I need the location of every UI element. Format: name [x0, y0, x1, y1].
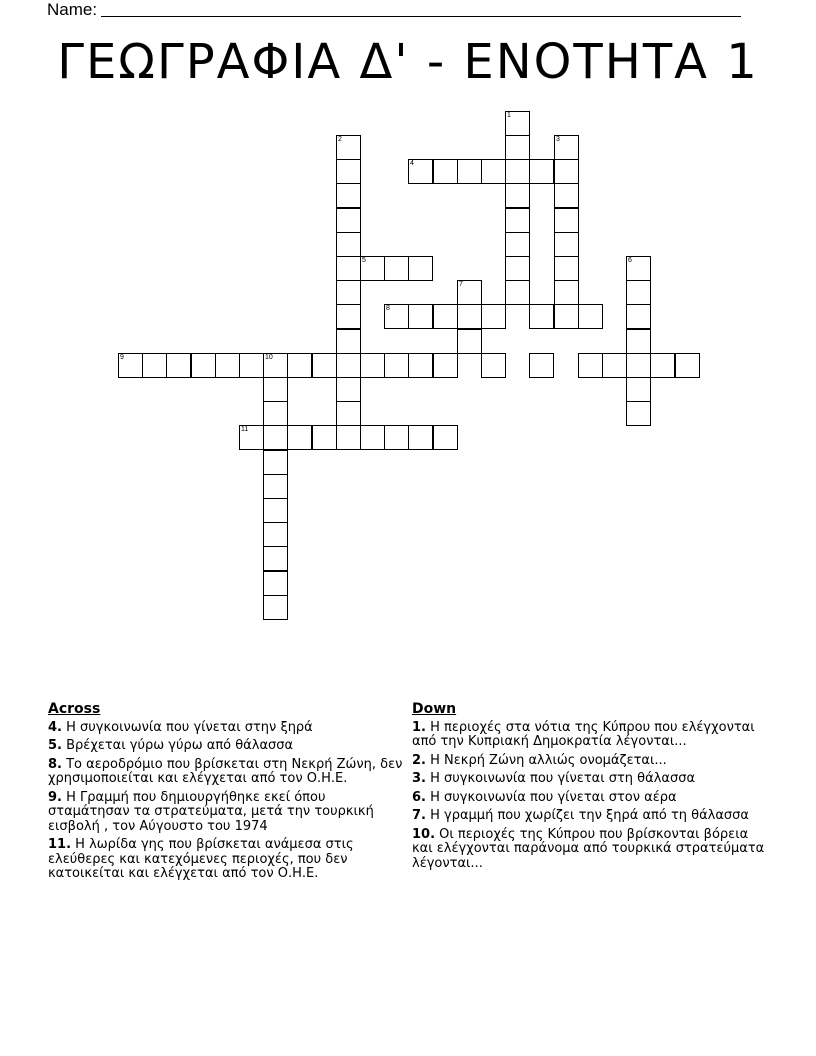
clue-number: 6.	[412, 789, 426, 805]
clue-text: Το αεροδρόμιο που βρίσκεται στη Νεκρή Ζώνη, δεν χρησιμοποιείται και ελέγχεται από τον Ο.Η.Ε.	[48, 756, 403, 786]
crossword-cell[interactable]	[142, 353, 167, 378]
crossword-cell[interactable]	[529, 304, 554, 329]
crossword-cell[interactable]	[312, 425, 337, 450]
down-clue-list	[412, 721, 772, 872]
crossword-cell[interactable]	[336, 329, 361, 354]
crossword-cell[interactable]	[360, 425, 385, 450]
clue-text: Η συγκοινωνία που γίνεται στον αέρα	[425, 789, 677, 805]
crossword-cell[interactable]	[554, 256, 579, 281]
down-clue	[412, 828, 772, 872]
clue-number: 3.	[412, 771, 426, 786]
across-clue	[48, 758, 408, 787]
crossword-cell[interactable]	[554, 208, 579, 233]
crossword-cell[interactable]	[457, 329, 482, 354]
clue-number: 3	[556, 136, 560, 143]
crossword-cell[interactable]	[626, 377, 651, 402]
crossword-cell[interactable]	[505, 280, 530, 305]
crossword-cell[interactable]	[457, 304, 482, 329]
crossword-cell[interactable]	[263, 522, 288, 547]
across-heading: Across	[48, 701, 101, 717]
crossword-cell[interactable]	[336, 183, 361, 208]
crossword-cell[interactable]	[554, 304, 579, 329]
crossword-cell[interactable]	[336, 377, 361, 402]
clue-number: 8.	[48, 756, 62, 772]
crossword-cell[interactable]	[191, 353, 216, 378]
crossword-cell[interactable]	[263, 571, 288, 596]
crossword-cell[interactable]	[554, 159, 579, 184]
clue-text: Η Γραμμή που δημιουργήθηκε εκεί όπου σταμάτησαν τα στρατεύματα, μετά την τουρκική εισβολή , τον Αύγουστο του 1974	[48, 789, 374, 834]
clue-number: 1	[507, 112, 511, 119]
across-clue	[48, 721, 408, 736]
crossword-cell[interactable]	[675, 353, 700, 378]
crossword-cell[interactable]	[433, 425, 458, 450]
crossword-cell[interactable]	[287, 425, 312, 450]
crossword-cell[interactable]	[433, 159, 458, 184]
crossword-cell[interactable]	[263, 425, 288, 450]
crossword-cell[interactable]	[433, 353, 458, 378]
clue-text: Η συγκοινωνία που γίνεται στην ξηρά	[61, 719, 313, 735]
crossword-cell[interactable]	[433, 304, 458, 329]
crossword-cell[interactable]	[336, 232, 361, 257]
crossword-cell[interactable]	[408, 159, 433, 184]
crossword-cell[interactable]	[650, 353, 675, 378]
crossword-cell[interactable]	[481, 353, 506, 378]
crossword-cell[interactable]	[626, 401, 651, 426]
crossword-cell[interactable]	[408, 425, 433, 450]
crossword-cell[interactable]	[384, 353, 409, 378]
crossword-cell[interactable]	[360, 353, 385, 378]
down-clue	[412, 791, 772, 806]
crossword-cell[interactable]	[263, 546, 288, 571]
clue-text: Η Νεκρή Ζώνη αλλιώς ονομάζεται...	[425, 752, 667, 768]
crossword-cell[interactable]	[336, 280, 361, 305]
crossword-cell[interactable]	[118, 353, 143, 378]
crossword-cell[interactable]	[505, 111, 530, 136]
down-clue	[412, 772, 772, 787]
clue-number: 5	[362, 257, 366, 264]
clue-text: Η λωρίδα γης που βρίσκεται ανάμεσα στις ελεύθερες και κατεχόμενες περιοχές, που δεν κατοικείται και ελέγχεται από τον Ο.Η.Ε.	[48, 837, 354, 881]
clue-text: Η συγκοινωνία που γίνεται στη θάλασσα	[425, 771, 696, 786]
crossword-cell[interactable]	[554, 183, 579, 208]
crossword-cell[interactable]	[505, 183, 530, 208]
crossword-cell[interactable]	[263, 498, 288, 523]
crossword-cell[interactable]	[312, 353, 337, 378]
crossword-cell[interactable]	[263, 474, 288, 499]
crossword-cell[interactable]	[408, 304, 433, 329]
crossword-cell[interactable]	[529, 159, 554, 184]
down-clue	[412, 754, 772, 769]
clue-number: 2.	[412, 752, 426, 768]
crossword-cell[interactable]	[263, 401, 288, 426]
crossword-cell[interactable]	[626, 329, 651, 354]
clue-text: Η γραμμή που χωρίζει την ξηρά από τη θάλασσα	[425, 808, 749, 823]
crossword-cell[interactable]	[481, 159, 506, 184]
clue-text: Η περιοχές στα νότια της Κύπρου που ελέγχονται από την Κυπριακή Δημοκρατία λέγονται...	[412, 719, 755, 749]
clue-number: 9.	[48, 789, 62, 805]
across-clue	[48, 739, 408, 754]
crossword-cell[interactable]	[554, 280, 579, 305]
crossword-cell[interactable]	[239, 425, 264, 450]
down-clues	[412, 702, 772, 875]
clue-number: 10.	[412, 826, 436, 842]
down-heading: Down	[412, 701, 457, 717]
crossword-cell[interactable]	[384, 425, 409, 450]
crossword-cell[interactable]	[626, 304, 651, 329]
clue-number: 9	[120, 354, 124, 361]
crossword-cell[interactable]	[336, 159, 361, 184]
crossword-cell[interactable]	[360, 256, 385, 281]
crossword-cell[interactable]	[263, 595, 288, 620]
crossword-cell[interactable]	[239, 353, 264, 378]
down-clue	[412, 809, 772, 824]
crossword-cell[interactable]	[578, 353, 603, 378]
crossword-cell[interactable]	[336, 304, 361, 329]
clue-number: 4	[410, 160, 414, 167]
crossword-cell[interactable]	[336, 353, 361, 378]
crossword-cell[interactable]	[554, 232, 579, 257]
clue-number: 4.	[48, 719, 62, 735]
crossword-cell[interactable]	[336, 135, 361, 160]
crossword-cell[interactable]	[336, 425, 361, 450]
clue-number: 11	[241, 426, 249, 433]
crossword-cell[interactable]	[336, 256, 361, 281]
crossword-cell[interactable]	[626, 280, 651, 305]
clue-number: 10	[265, 354, 273, 361]
crossword-cell[interactable]	[626, 256, 651, 281]
clue-text: Βρέχεται γύρω γύρω από θάλασσα	[61, 738, 294, 753]
clue-number: 7.	[412, 808, 426, 823]
clue-number: 11.	[48, 837, 72, 852]
crossword-cell[interactable]	[263, 353, 288, 378]
crossword-cell[interactable]	[626, 353, 651, 378]
clue-text: Οι περιοχές της Κύπρου που βρίσκονται βόρεια και ελέγχονται παράνομα από τουρκικά στρατεύματα λέγονται...	[412, 826, 765, 871]
clue-number: 5.	[48, 738, 62, 753]
page-title: ΓΕΩΓΡΑΦΙΑ Δ' - ΕΝΟΤΗΤΑ 1	[57, 34, 759, 90]
crossword-cell[interactable]	[457, 280, 482, 305]
crossword-cell[interactable]	[529, 353, 554, 378]
crossword-cell[interactable]	[384, 256, 409, 281]
crossword-cell[interactable]	[336, 208, 361, 233]
crossword-cell[interactable]	[554, 135, 579, 160]
across-clue	[48, 791, 408, 835]
crossword-cell[interactable]	[578, 304, 603, 329]
crossword-cell[interactable]	[408, 256, 433, 281]
crossword-cell[interactable]	[215, 353, 240, 378]
crossword-cell[interactable]	[602, 353, 627, 378]
across-clue	[48, 838, 408, 882]
across-clues	[48, 702, 408, 886]
crossword-cell[interactable]	[481, 304, 506, 329]
down-clue	[412, 721, 772, 750]
clue-number: 8	[386, 305, 390, 312]
crossword-cell[interactable]	[384, 304, 409, 329]
crossword-cell[interactable]	[263, 450, 288, 475]
crossword-cell[interactable]	[505, 159, 530, 184]
crossword-cell[interactable]	[505, 256, 530, 281]
crossword-cell[interactable]	[166, 353, 191, 378]
crossword-cell[interactable]	[457, 159, 482, 184]
clue-number: 1.	[412, 719, 426, 735]
crossword-cell[interactable]	[505, 208, 530, 233]
crossword-cell[interactable]	[336, 401, 361, 426]
crossword-cell[interactable]	[408, 353, 433, 378]
crossword-cell[interactable]	[263, 377, 288, 402]
across-clue-list	[48, 721, 408, 882]
clue-number: 2	[338, 136, 342, 143]
name-label: Name:	[47, 0, 98, 19]
clue-number: 7	[459, 281, 463, 288]
crossword-cell[interactable]	[505, 135, 530, 160]
crossword-cell[interactable]	[505, 232, 530, 257]
crossword-cell[interactable]	[287, 353, 312, 378]
clue-number: 6	[628, 257, 632, 264]
